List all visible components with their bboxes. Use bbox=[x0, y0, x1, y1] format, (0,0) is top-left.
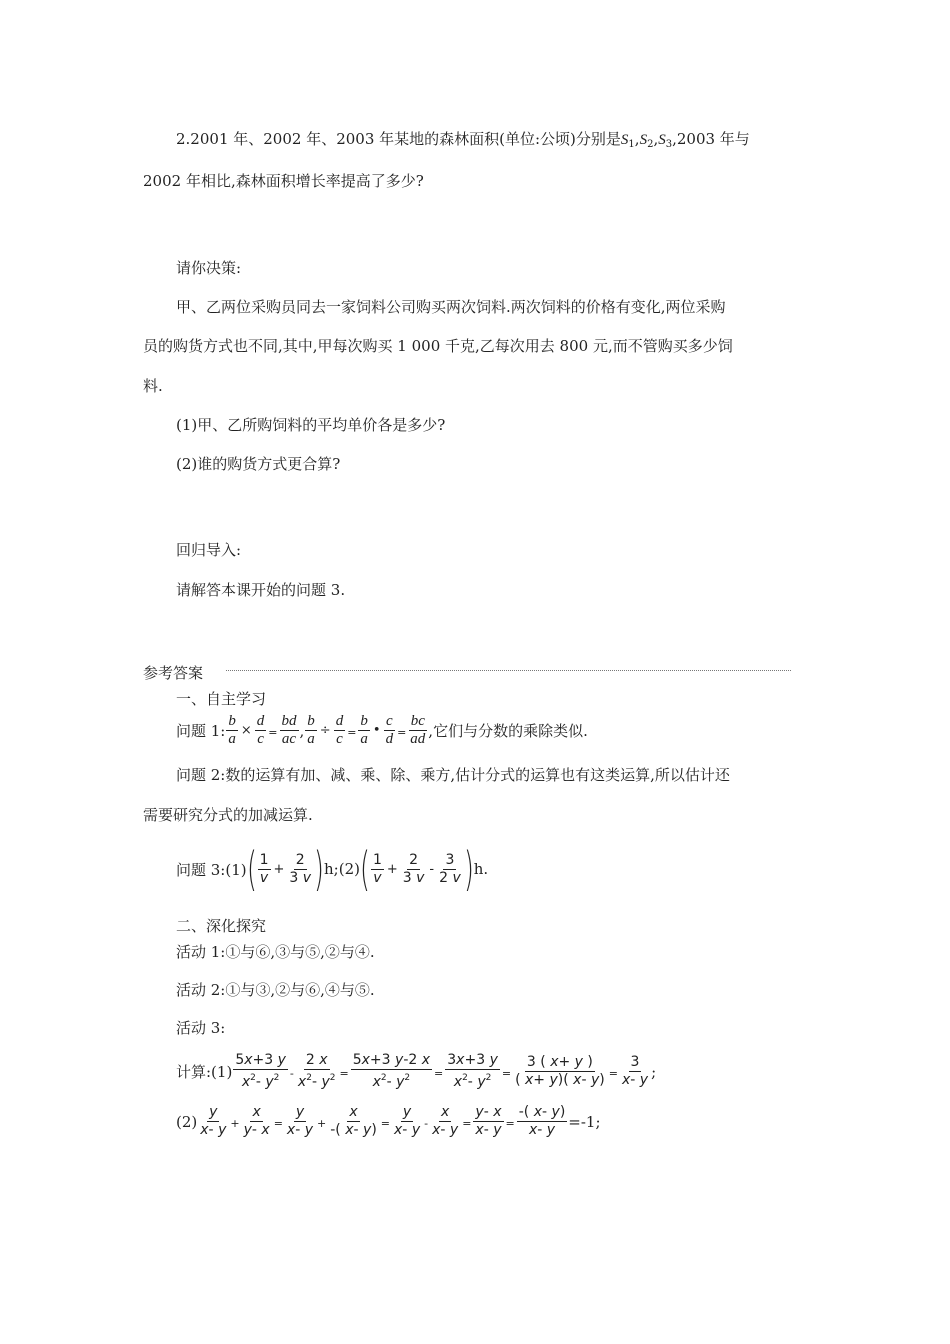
fraction: $\frac{d}{c}$ bbox=[256, 713, 265, 747]
parenthesized-expression: ( $\frac{1}{v}$ + $\frac{2}{3 v}$ - $\frac{3}{2 v}$ ) bbox=[360, 842, 474, 896]
fraction: $\frac{x}{x- y}$ bbox=[432, 1104, 459, 1138]
back-text: 请解答本课开始的问题 3. bbox=[176, 581, 346, 599]
s1-sub: 1 bbox=[628, 139, 635, 150]
fraction: $\frac{y}{x- y}$ bbox=[394, 1104, 421, 1138]
calculation-2-row bbox=[176, 1104, 601, 1139]
s3-sub: 3 bbox=[665, 139, 673, 150]
fraction: $\frac{5x+3 y}{x^2- y^2}$ bbox=[235, 1052, 286, 1090]
fraction: $\frac{2 x}{x^2- y^2}$ bbox=[297, 1052, 336, 1090]
fraction: $\frac{y- x}{x- y}$ bbox=[475, 1104, 502, 1138]
fraction: $\frac{5x+3 y-2 x}{x^2- y^2}$ bbox=[352, 1052, 431, 1090]
fraction: $\frac{d}{c}$ bbox=[335, 713, 344, 747]
fraction: $\frac{3}{2 v}$ bbox=[439, 851, 461, 886]
fraction: $\frac{b}{a}$ bbox=[307, 713, 315, 747]
dotted-separator bbox=[226, 670, 791, 671]
fraction: $\frac{2}{3 v}$ bbox=[289, 851, 312, 886]
problem-1-row: 问题 1: $\frac{b}{a}$ × $\frac{d}{c}$ = $\frac{bd}{ac}$ , $\frac{b}{a}$ ÷ $\frac{d}{c}$ = $\frac{b}{a}$ • $\frac{c}{d}$ = $\frac{bc}{ad}$ ,它们与分数的乘除类似. bbox=[176, 713, 588, 747]
fraction: $\frac{x}{-( x- y)}$ bbox=[330, 1104, 377, 1138]
decision-para-1: 甲、乙两位采购员同去一家饲料公司购买两次饲料.两次饲料的价格有变化,两位采购 bbox=[176, 298, 726, 316]
parenthesized-expression: ( $\frac{1}{v}$ + $\frac{2}{3 v}$ ) bbox=[246, 842, 324, 896]
calculation-1-label: 计算:(1) bbox=[176, 1063, 233, 1081]
decision-question-1: (1)甲、乙所购饲料的平均单价各是多少? bbox=[176, 416, 446, 434]
fraction: $\frac{3 ( x+ y )}{( x+ y)( x- y)}$ bbox=[515, 1054, 605, 1088]
problem-2-line2: 需要研究分式的加减运算. bbox=[143, 806, 313, 824]
s2-var: S bbox=[639, 132, 648, 148]
answers-title: 参考答案 bbox=[143, 664, 204, 682]
calculation-1-row bbox=[176, 1052, 656, 1091]
calculation-1-expression: $\frac{5x+3 y}{x^2- y^2}$ - $\frac{2 x}{x^2- y^2}$ = $\frac{5x+3 y-2 x}{x^2- y^2}$ = $\frac{3x+3 y}{x^2- y^2}$ = $\frac{3 ( x+ y )}{( x+ y)( x- y)}$ = $\frac{3}{x- y}$ bbox=[235, 1052, 649, 1090]
fraction: $\frac{b}{a}$ bbox=[360, 713, 368, 747]
calculation-2-expression: $\frac{y}{x- y}$ + $\frac{x}{y- x}$ = $\frac{y}{x- y}$ + $\frac{x}{-( x- y)}$ = $\frac{y}{x- y}$ - $\frac{x}{x- y}$ = $\frac{y- x}{x- y}$ = $\frac{-( x- y)}{x- y}$ bbox=[200, 1104, 566, 1138]
q2-line1-text: 2.2001 年、2002 年、2003 年某地的森林面积(单位:公顷)分别是 bbox=[176, 130, 621, 148]
section-2-heading: 二、深化探究 bbox=[176, 917, 267, 935]
problem-1-tail: ,它们与分数的乘除类似. bbox=[428, 722, 588, 740]
problem-1-label: 问题 1: bbox=[176, 722, 226, 740]
s3-var: S bbox=[658, 132, 666, 148]
fraction: $\frac{3}{x- y}$ bbox=[621, 1054, 649, 1088]
q2-line1-end: ,2003 年与 bbox=[672, 130, 750, 148]
fraction: $\frac{2}{3 v}$ bbox=[402, 851, 425, 886]
activity-1: 活动 1:①与⑥,③与⑤,②与④. bbox=[176, 943, 375, 961]
decision-question-2: (2)谁的购货方式更合算? bbox=[176, 455, 341, 473]
fraction: $\frac{c}{d}$ bbox=[385, 713, 394, 747]
fraction: $\frac{y}{x- y}$ bbox=[286, 1104, 314, 1138]
problem-3-end: h. bbox=[473, 860, 489, 878]
fraction: $\frac{1}{v}$ bbox=[259, 851, 269, 886]
calculation-1-semicolon: ; bbox=[651, 1062, 657, 1081]
fraction: $\frac{bc}{ad}$ bbox=[410, 713, 426, 747]
back-heading: 回归导入: bbox=[176, 541, 242, 559]
decision-para-2: 员的购货方式也不同,其中,甲每次购买 1 000 千克,乙每次用去 800 元,而不管购买多少饲 bbox=[143, 337, 733, 355]
fraction: $\frac{bd}{ac}$ bbox=[281, 713, 297, 747]
q2-line1: 2.2001 年、2002 年、2003 年某地的森林面积(单位:公顷)分别是$S_1,S_2,S_3,2003$ 年与 bbox=[176, 130, 750, 150]
fraction: $\frac{x}{y- x}$ bbox=[243, 1104, 270, 1138]
fraction: $\frac{y}{x- y}$ bbox=[200, 1104, 227, 1138]
problem-3-row bbox=[176, 842, 489, 896]
problem-2-line1: 问题 2:数的运算有加、减、乘、除、乘方,估计分式的运算也有这类运算,所以估计还 bbox=[176, 766, 730, 784]
problem-3-mid: h;(2) bbox=[324, 860, 360, 878]
fraction: $\frac{-( x- y)}{x- y}$ bbox=[518, 1104, 566, 1138]
section-1-heading: 一、自主学习 bbox=[176, 690, 267, 708]
calculation-2-label: (2) bbox=[176, 1112, 198, 1131]
activity-3: 活动 3: bbox=[176, 1019, 226, 1037]
q2-line2: 2002 年相比,森林面积增长率提高了多少? bbox=[143, 172, 424, 190]
decision-heading: 请你决策: bbox=[176, 259, 242, 277]
fraction: $\frac{b}{a}$ bbox=[228, 713, 236, 747]
problem-3-label: 问题 3:(1) bbox=[176, 860, 247, 879]
s2-sub: 2 bbox=[647, 139, 654, 150]
fraction: $\frac{3x+3 y}{x^2- y^2}$ bbox=[447, 1052, 498, 1090]
fraction: $\frac{1}{v}$ bbox=[372, 851, 382, 886]
activity-2: 活动 2:①与③,②与⑥,④与⑤. bbox=[176, 981, 375, 999]
calculation-2-result: =-1; bbox=[568, 1112, 601, 1131]
decision-para-3: 料. bbox=[143, 377, 163, 395]
s1-var: S bbox=[620, 132, 629, 148]
